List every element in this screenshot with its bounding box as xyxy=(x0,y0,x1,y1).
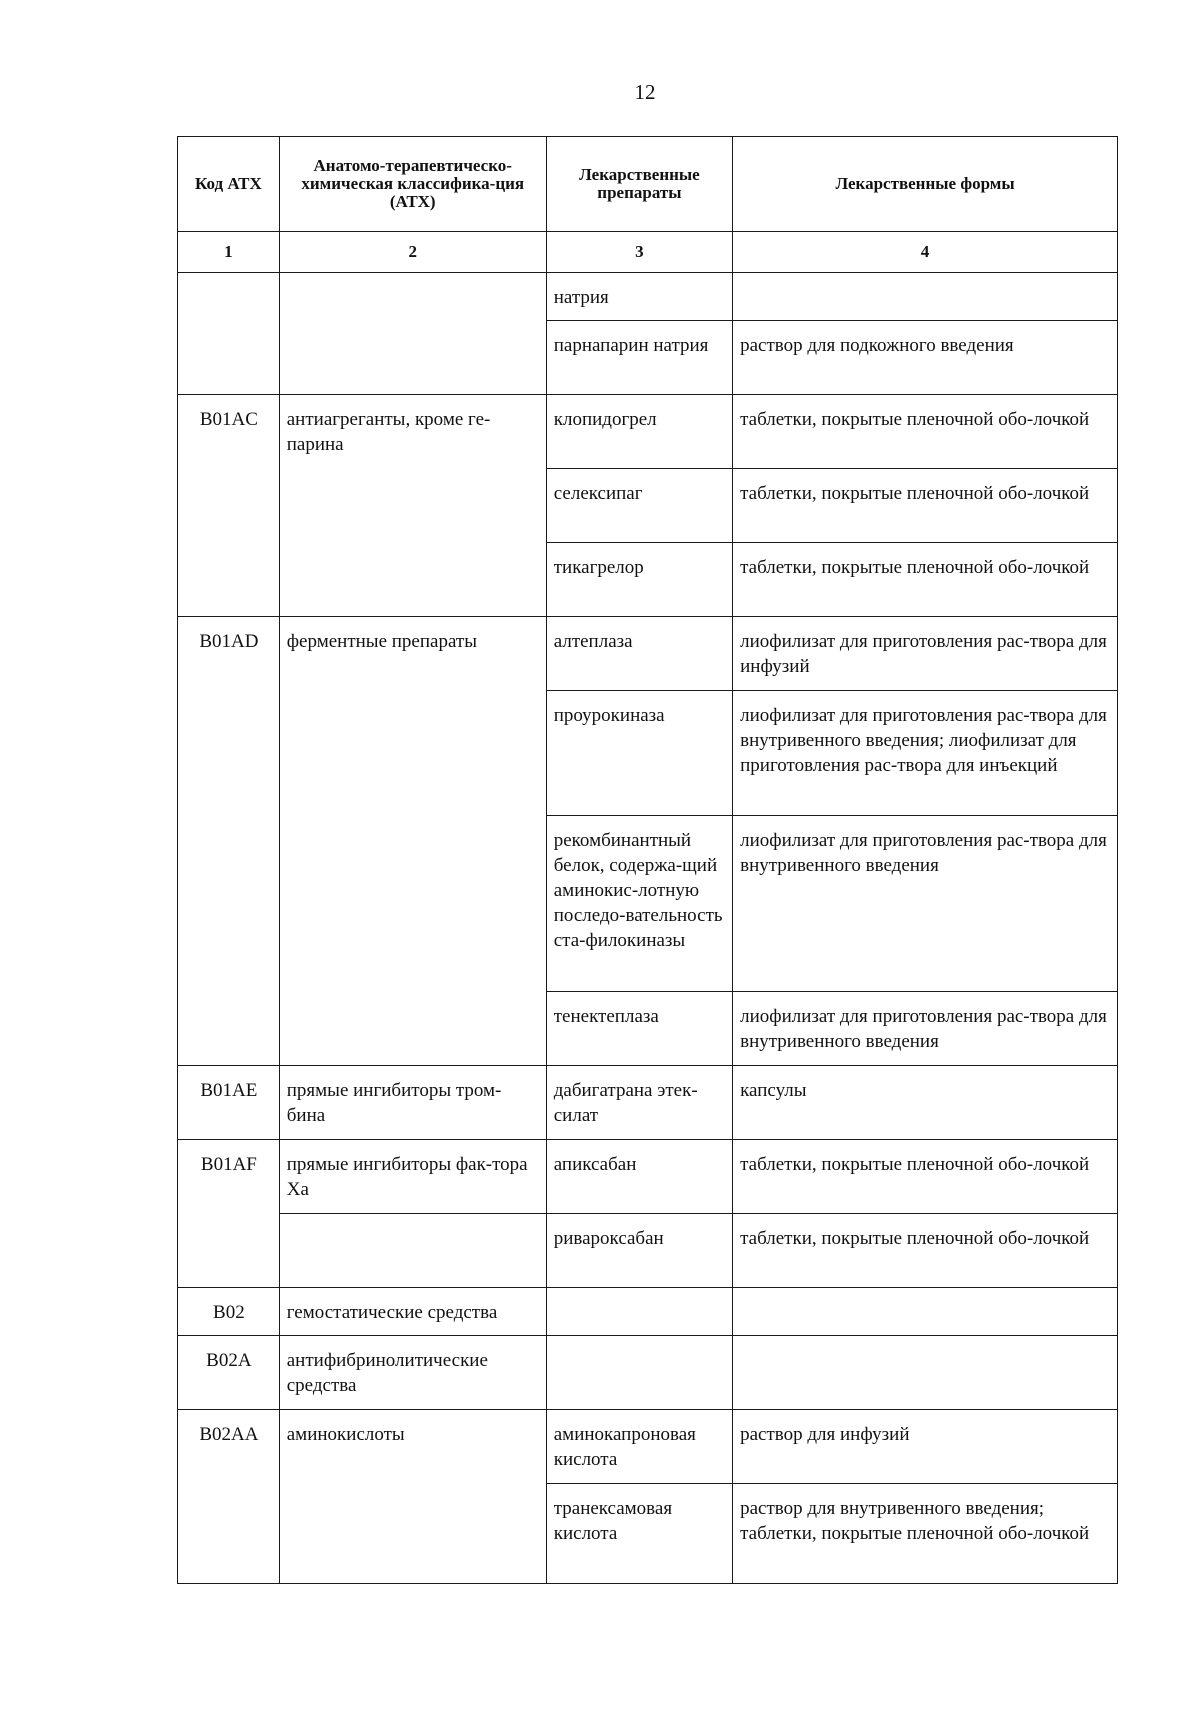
drug-cell: селексипаг xyxy=(546,469,732,543)
header-classification: Анатомо-терапевтическо-химическая классифика-ция (АТХ) xyxy=(279,137,546,232)
drug-cell: апиксабан xyxy=(546,1140,732,1214)
form-cell: таблетки, покрытые пленочной обо-лочкой xyxy=(733,1140,1118,1214)
form-cell: капсулы xyxy=(733,1066,1118,1140)
atc-code-cell: B01AF xyxy=(178,1140,280,1288)
header-dosage-forms: Лекарственные формы xyxy=(733,137,1118,232)
drug-cell: проурокиназа xyxy=(546,691,732,816)
form-cell: таблетки, покрытые пленочной обо-лочкой xyxy=(733,1214,1118,1288)
drug-cell: аминокапроновая кислота xyxy=(546,1410,732,1484)
table-row xyxy=(178,617,1118,691)
classification-cell xyxy=(279,273,546,395)
form-cell xyxy=(733,1336,1118,1410)
drug-cell: клопидогрел xyxy=(546,395,732,469)
form-cell: лиофилизат для приготовления рас-твора для инфузий xyxy=(733,617,1118,691)
form-cell: таблетки, покрытые пленочной обо-лочкой xyxy=(733,395,1118,469)
form-cell: таблетки, покрытые пленочной обо-лочкой xyxy=(733,469,1118,543)
drug-cell: парнапарин натрия xyxy=(546,321,732,395)
form-cell: раствор для подкожного введения xyxy=(733,321,1118,395)
atc-code-cell: B02A xyxy=(178,1336,280,1410)
drug-cell: алтеплаза xyxy=(546,617,732,691)
table-row xyxy=(178,1214,1118,1288)
column-number: 3 xyxy=(546,232,732,273)
page-number: 12 xyxy=(634,80,656,104)
table-header-row xyxy=(178,137,1118,232)
drug-cell xyxy=(546,1336,732,1410)
classification-cell: аминокислоты xyxy=(279,1410,546,1584)
table-row xyxy=(178,1066,1118,1140)
drug-cell: тенектеплаза xyxy=(546,992,732,1066)
drug-cell: дабигатрана этек-силат xyxy=(546,1066,732,1140)
table-row xyxy=(178,1288,1118,1336)
classification-cell: прямые ингибиторы тром-бина xyxy=(279,1066,546,1140)
classification-cell: прямые ингибиторы фак-тора Xa xyxy=(279,1140,546,1214)
atc-code-cell: B01AD xyxy=(178,617,280,1066)
table-row xyxy=(178,395,1118,469)
classification-cell: антиагреганты, кроме ге-парина xyxy=(279,395,546,617)
column-number: 2 xyxy=(279,232,546,273)
drug-cell xyxy=(546,1288,732,1336)
table-row xyxy=(178,1410,1118,1484)
atc-code-cell: B01AC xyxy=(178,395,280,617)
form-cell: лиофилизат для приготовления рас-твора для внутривенного введения xyxy=(733,816,1118,992)
table-row xyxy=(178,273,1118,321)
classification-cell xyxy=(279,1214,546,1288)
classification-cell: гемостатические средства xyxy=(279,1288,546,1336)
drug-cell: ривароксабан xyxy=(546,1214,732,1288)
drug-cell: транексамовая кислота xyxy=(546,1484,732,1584)
form-cell: раствор для внутривенного введения; таблетки, покрытые пленочной обо-лочкой xyxy=(733,1484,1118,1584)
header-atc-code: Код АТХ xyxy=(178,137,280,232)
atc-code-cell: B02AA xyxy=(178,1410,280,1584)
form-cell xyxy=(733,273,1118,321)
form-cell: лиофилизат для приготовления рас-твора для внутривенного введения; лиофилизат для приготовления рас-твора для инъекций xyxy=(733,691,1118,816)
atc-code-cell: B01AE xyxy=(178,1066,280,1140)
atc-table xyxy=(177,136,1118,1584)
form-cell: таблетки, покрытые пленочной обо-лочкой xyxy=(733,543,1118,617)
table-row xyxy=(178,1336,1118,1410)
table-row xyxy=(178,1140,1118,1214)
form-cell xyxy=(733,1288,1118,1336)
drug-cell: рекомбинантный белок, содержа-щий аминокис-лотную последо-вательность ста-филокиназы xyxy=(546,816,732,992)
atc-code-cell xyxy=(178,273,280,395)
form-cell: лиофилизат для приготовления рас-твора для внутривенного введения xyxy=(733,992,1118,1066)
classification-cell: ферментные препараты xyxy=(279,617,546,1066)
form-cell: раствор для инфузий xyxy=(733,1410,1118,1484)
column-number: 1 xyxy=(178,232,280,273)
drug-cell: натрия xyxy=(546,273,732,321)
atc-code-cell: B02 xyxy=(178,1288,280,1336)
drug-cell: тикагрелор xyxy=(546,543,732,617)
column-number-row xyxy=(178,232,1118,273)
column-number: 4 xyxy=(733,232,1118,273)
header-drugs: Лекарственные препараты xyxy=(546,137,732,232)
classification-cell: антифибринолитические средства xyxy=(279,1336,546,1410)
